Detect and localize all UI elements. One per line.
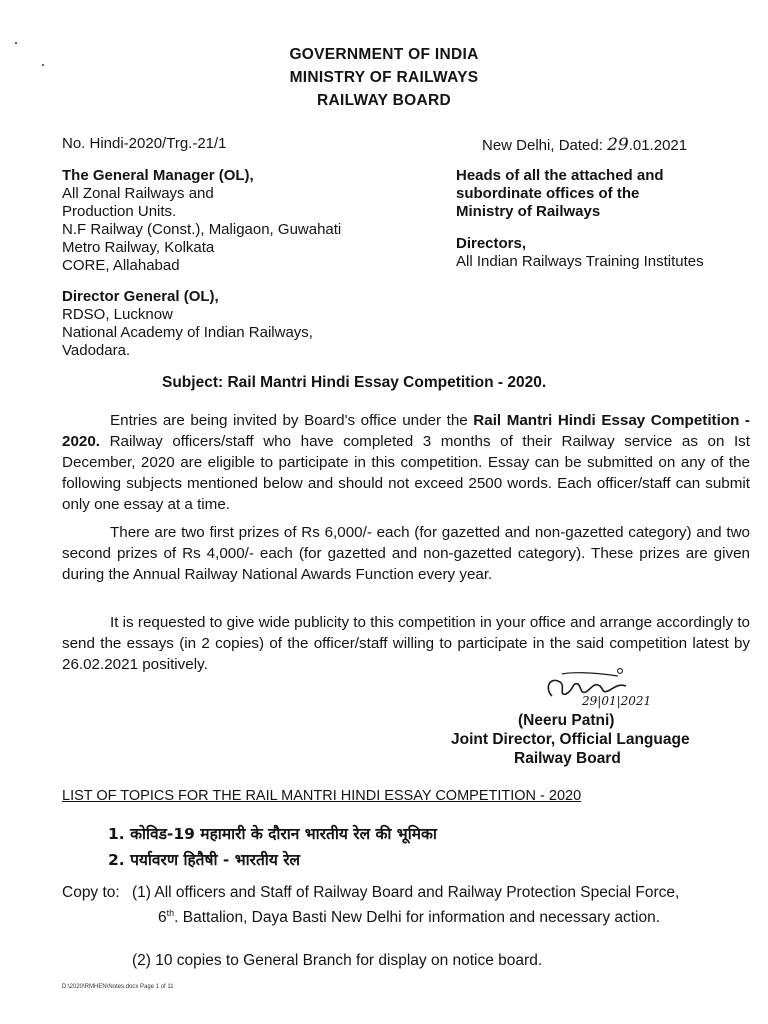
topic-item: 1. कोविड-19 महामारी के दौरान भारतीय रेल की भूमिका	[108, 825, 437, 843]
signatory-office: Railway Board	[514, 750, 621, 767]
signatory-designation: Joint Director, Official Language	[451, 731, 690, 748]
footer-file-path: D:\2020\RMHEN\Notes.docx Page 1 of 11	[62, 984, 174, 990]
copy-to-item-2: (2) 10 copies to General Branch for display on notice board.	[132, 952, 543, 969]
directors-line: All Indian Railways Training Institutes	[456, 253, 704, 270]
header-board: RAILWAY BOARD	[317, 92, 451, 109]
reference-number: No. Hindi-2020/Trg.-21/1	[62, 135, 227, 152]
topics-heading: LIST OF TOPICS FOR THE RAIL MANTRI HINDI ESSAY COMPETITION - 2020	[62, 788, 582, 804]
para2-body: There are two first prizes of Rs 6,000/- each (for gazetted and non-gazetted category) and two second prizes of Rs 4,000/- each (for gazetted and non-gazetted category). These prizes are given during the Annual Railway National Awards Function every year.	[62, 524, 750, 583]
copy-to-label: Copy to:	[62, 884, 120, 901]
director-general-line: RDSO, Lucknow	[62, 306, 173, 323]
addressee-left-line: All Zonal Railways and	[62, 185, 214, 202]
addressee-right-directors	[456, 235, 704, 271]
topic-item: 2. पर्यावरण हितैषी - भारतीय रेल	[108, 851, 301, 869]
heads-line: Heads of all the attached and	[456, 167, 664, 184]
para1-intro: Entries are being invited by Board's office under the	[110, 412, 474, 429]
signatory-name: (Neeru Patni)	[518, 712, 615, 729]
paragraph-publicity	[62, 612, 750, 675]
para1-body: Railway officers/staff who have completed 3 months of their Railway service as on Ist December, 2020 are eligible to participate in this competition. Essay can be submitted on any of the following subjects mentioned below and should not exceed 2500 words. Each officer/staff can submit only one essay at a time.	[62, 433, 750, 513]
header-ministry: MINISTRY OF RAILWAYS	[289, 69, 479, 86]
dated-month-year: .01.2021	[628, 137, 688, 154]
addressee-left-line: Production Units.	[62, 203, 177, 220]
addressee-left-line: Metro Railway, Kolkata	[62, 239, 215, 256]
para3-body: It is requested to give wide publicity to this competition in your office and arrange accordingly to send the essays (in 2 copies) of the officer/staff willing to participate in the said competition latest by 26.02.2021 positively.	[62, 614, 750, 673]
heads-line: Ministry of Railways	[456, 203, 601, 220]
addressee-left-line: CORE, Allahabad	[62, 257, 180, 274]
addressee-director-general	[62, 288, 313, 360]
subject-line: Subject: Rail Mantri Hindi Essay Competition - 2020.	[162, 374, 547, 391]
paragraph-prizes	[62, 522, 750, 585]
dated-label: New Delhi, Dated:	[482, 137, 603, 154]
dated-line	[482, 135, 687, 155]
addressee-left-line: N.F Railway (Const.), Maligaon, Guwahati	[62, 221, 342, 238]
director-general-title: Director General (OL),	[62, 288, 219, 305]
header-government: GOVERNMENT OF INDIA	[289, 46, 479, 63]
scan-speck	[15, 42, 17, 44]
dated-day-handwritten: 29	[607, 135, 629, 155]
director-general-line: Vadodara.	[62, 342, 131, 359]
addressee-right-heads	[456, 167, 664, 221]
directors-title: Directors,	[456, 235, 527, 252]
signature-date-handwritten: 29|01|2021	[582, 694, 652, 708]
copy-to-item-1: (1) All officers and Staff of Railway Board and Railway Protection Special Force,	[132, 884, 680, 901]
paragraph-entries	[62, 410, 750, 515]
addressee-left	[62, 167, 341, 275]
battalion-text: . Battalion, Daya Basti New Delhi for information and necessary action.	[174, 909, 661, 927]
heads-line: subordinate offices of the	[456, 185, 640, 202]
copy-to-item-1-cont	[158, 908, 660, 927]
director-general-line: National Academy of Indian Railways,	[62, 324, 313, 341]
battalion-number: 6	[158, 909, 167, 927]
addressee-left-title: The General Manager (OL),	[62, 167, 254, 184]
battalion-ordinal: th	[166, 908, 175, 918]
scan-speck	[42, 64, 44, 66]
para1-competition-name: Rail Mantri Hindi Essay Competition - 2020.	[62, 412, 750, 450]
